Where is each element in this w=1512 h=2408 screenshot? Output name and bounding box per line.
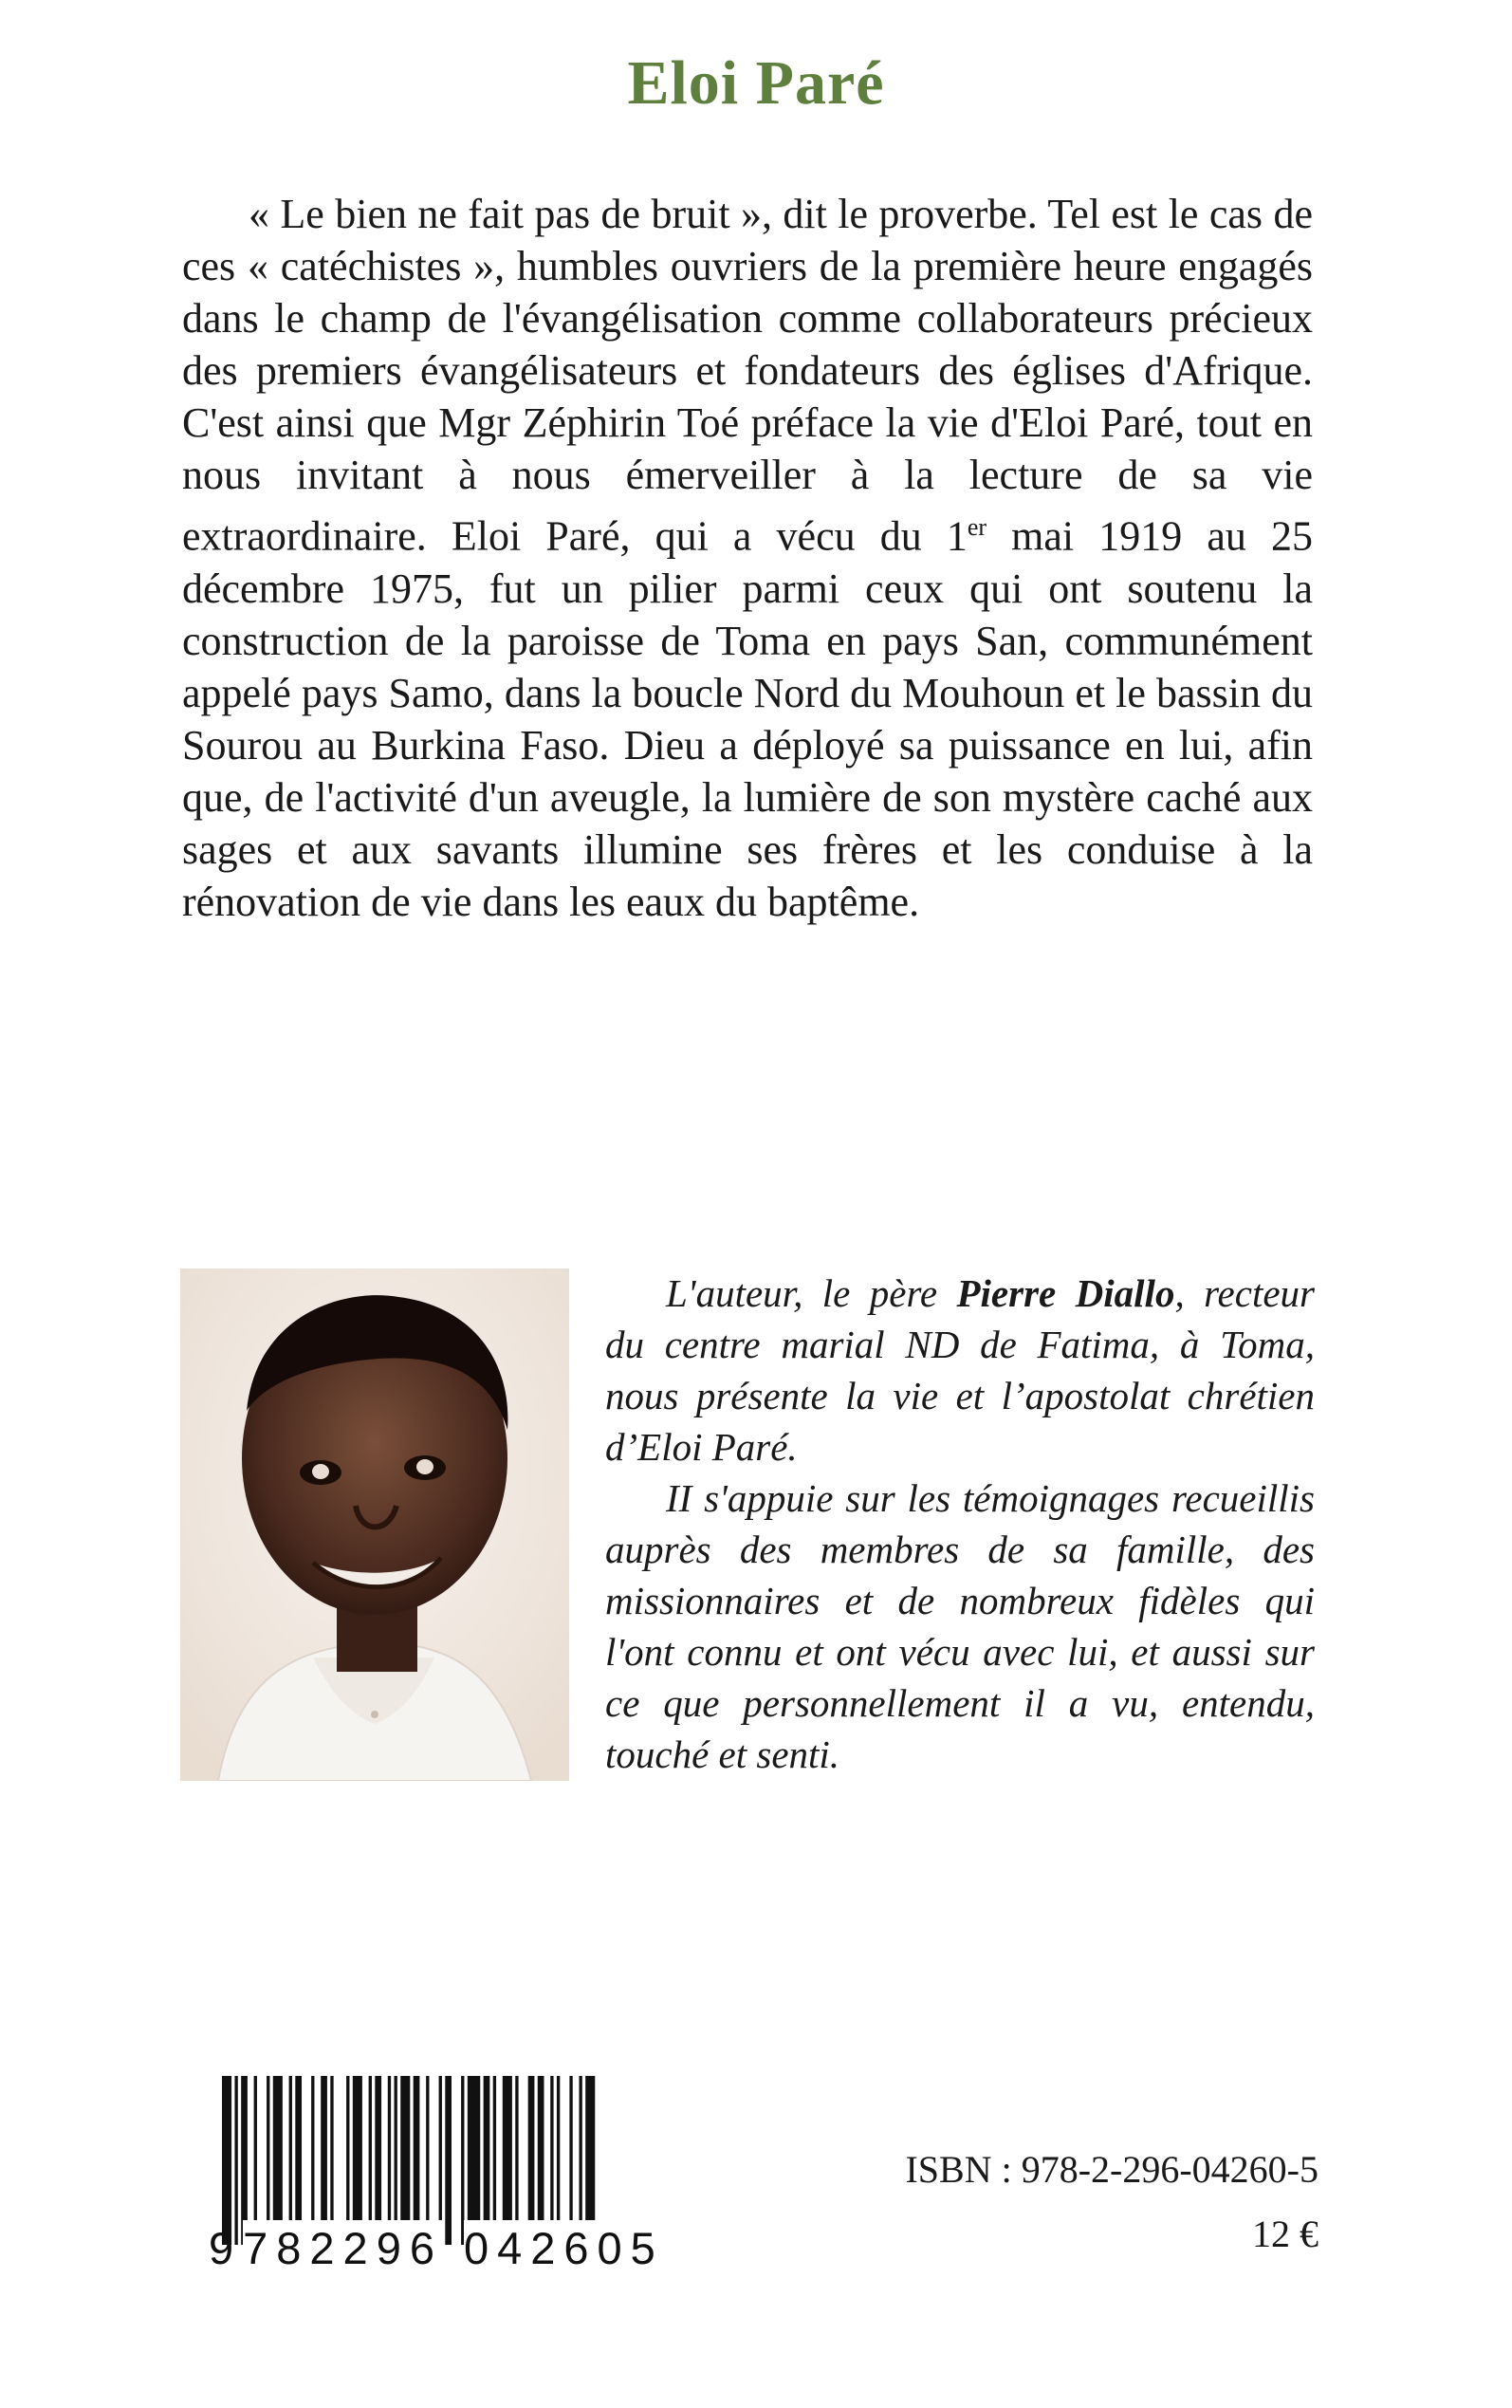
back-cover-blurb <box>182 188 1313 928</box>
author-bio-paragraph-1 <box>605 1268 1315 1473</box>
barcode-lead-digit: 9 <box>209 2223 234 2273</box>
author-name: Pierre Diallo <box>956 1271 1175 1315</box>
blurb-text-part2: mai 1919 au 25 décembre 1975, fut un pilier parmi ceux qui ont soutenu la construction de la paroisse de Toma en pays San, communément appelé pays Samo, dans la boucle Nord du Mouhoun et le bassin du Sourou au Burkina Faso. Dieu a déployé sa puissance en lui, afin que, de l'activité d'un aveugle, la lumière de son mystère caché aux sages et aux savants illumine ses frères et les conduise à la rénovation de vie dans les eaux du baptême. <box>182 512 1313 925</box>
ordinal-superscript: er <box>967 513 987 541</box>
blurb-paragraph <box>182 188 1313 928</box>
price-label: 12 € <box>1252 2213 1318 2255</box>
book-title: Eloi Paré <box>627 48 885 118</box>
barcode-digits <box>209 2220 664 2277</box>
author-bio-paragraph-2: II s'appuie sur les témoignages recueillis auprès des membres de sa famille, des missionnaires et de nombreux fidèles qui l'ont connu et ont vécu avec lui, et aussi sur ce que personnellement il a vu, entendu, touché et senti. <box>605 1476 1315 1776</box>
author-bio-text: L'auteur, le père <box>666 1271 957 1315</box>
blurb-text-part1: « Le bien ne fait pas de bruit », dit le proverbe. Tel est le cas de ces « catéchistes », humbles ouvriers de la première heure engagés dans le champ de l'évangélisation comme collaborateurs précieux des premiers évangélisateurs et fondateurs des églises d'Afrique. C'est ainsi que Mgr Zéphirin Toé préface la vie d'Eloi Paré, tout en nous invitant à nous émerveiller à la lecture de sa vie extraordinaire. Eloi Paré, qui a vécu du 1 <box>182 191 1313 560</box>
barcode-digit-group-2: 042605 <box>464 2220 664 2277</box>
author-bio-text-cont: , recteur du centre marial ND de Fatima, à Toma, nous présente la vie et l’apostolat chrétien d’Eloi Paré. <box>605 1271 1315 1469</box>
author-portrait-photo <box>180 1269 569 1781</box>
portrait-illustration <box>180 1269 569 1781</box>
barcode-digit-group-1: 782296 <box>243 2220 443 2277</box>
author-bio <box>605 1268 1315 1780</box>
isbn-number: ISBN : 978-2-296-04260-5 <box>905 2148 1318 2191</box>
